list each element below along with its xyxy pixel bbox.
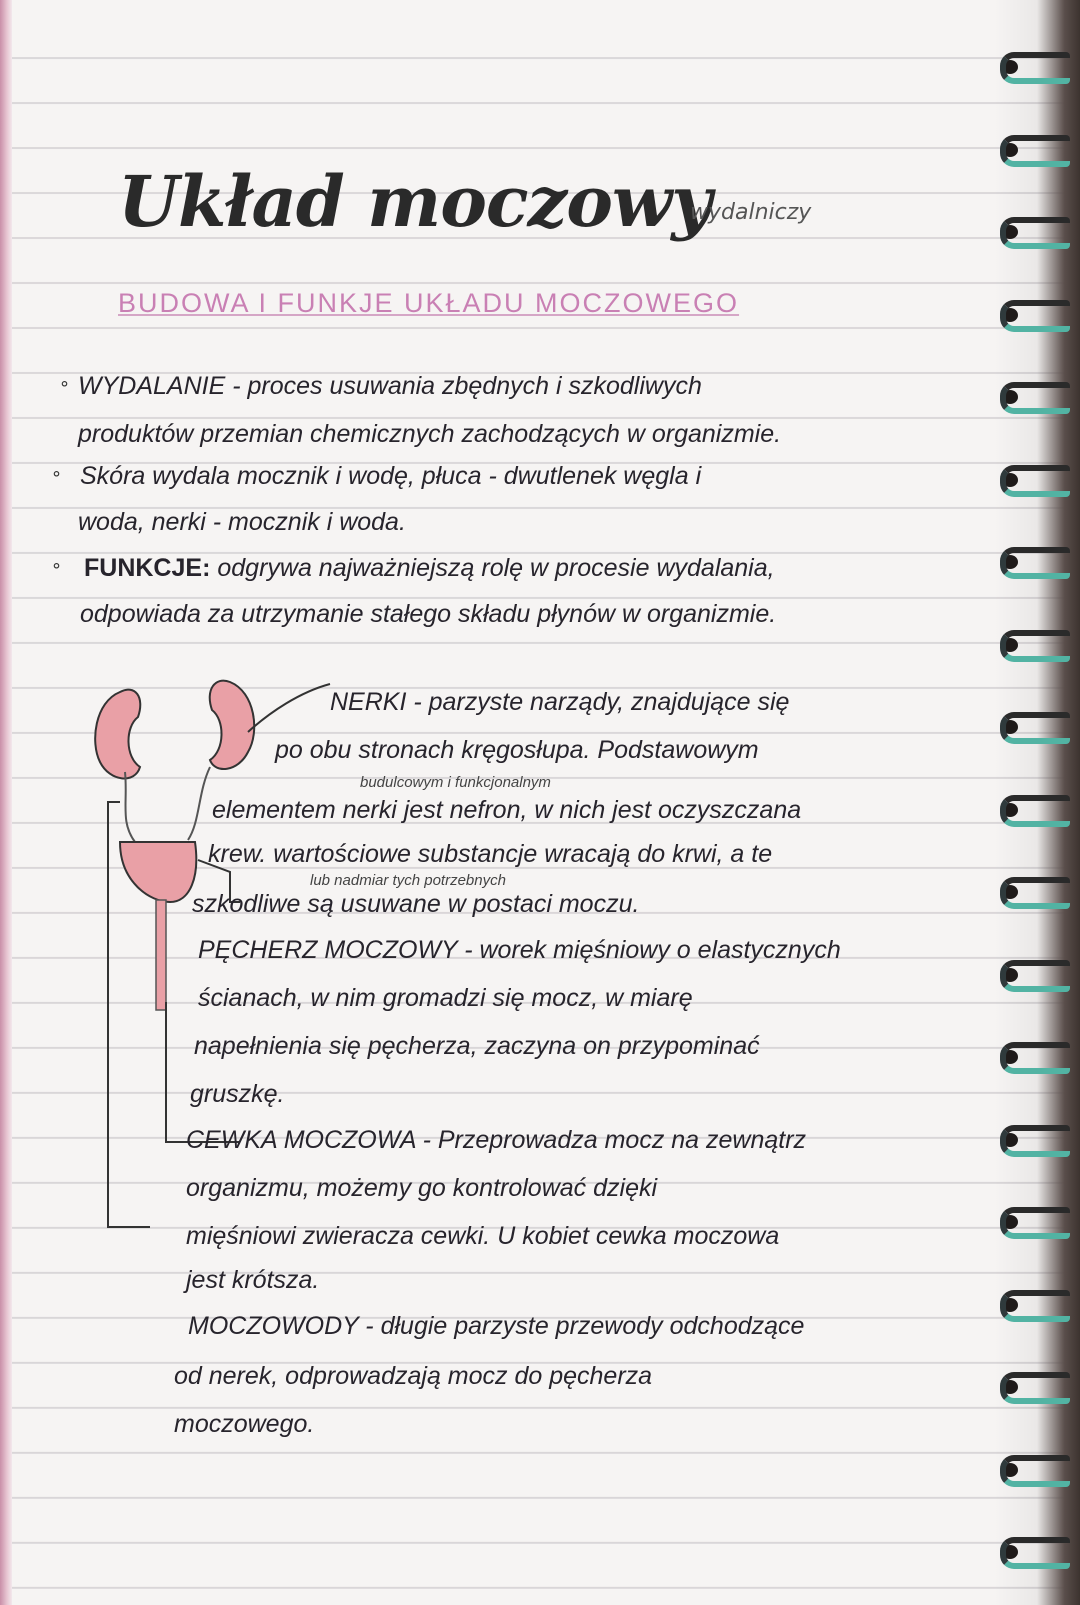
notebook-cover-edge — [0, 0, 12, 1605]
spiral-coil — [1002, 465, 1080, 491]
pointer-line-urethra — [166, 1002, 240, 1142]
moczowody-line: od nerek, odprowadzają mocz do pęcherza — [174, 1362, 653, 1390]
moczowody-line: MOCZOWODY - długie parzyste przewody odchodzące — [188, 1312, 805, 1340]
pecherz-line: gruszkę. — [190, 1080, 285, 1108]
spiral-coil — [1002, 960, 1080, 986]
right-kidney — [210, 681, 255, 769]
cewka-line: CEWKA MOCZOWA - Przeprowadza mocz na zewnątrz — [186, 1126, 807, 1154]
left-ureter — [125, 772, 135, 842]
text-line: produktów przemian chemicznych zachodzących w organizmie. — [78, 420, 782, 448]
cewka-line: mięśniowi zwieracza cewki. U kobiet cewka moczowa — [186, 1222, 780, 1250]
left-kidney — [95, 690, 140, 779]
spiral-coil — [1002, 1372, 1080, 1398]
page-title: Układ moczowy — [118, 160, 711, 243]
bullet-marker-2: ° — [52, 468, 61, 489]
moczowody-line: moczowego. — [174, 1410, 315, 1438]
nerki-line: NERKI - parzyste narządy, znajdujące się — [330, 688, 790, 716]
cewka-line: jest krótsza. — [186, 1266, 320, 1294]
page-subtitle: wydalniczy — [690, 200, 812, 225]
spiral-coil — [1002, 1537, 1080, 1563]
text-line: WYDALANIE - proces usuwania zbędnych i szkodliwych — [78, 372, 702, 400]
text-line — [84, 554, 775, 583]
nerki-line: krew. wartościowe substancje wracają do krwi, a te — [208, 840, 773, 868]
spiral-coil — [1002, 52, 1080, 78]
section-heading: BUDOWA I FUNKJE UKŁADU MOCZOWEGO — [118, 288, 740, 318]
spiral-coil — [1002, 630, 1080, 656]
bullet-marker-1: ° — [60, 378, 69, 399]
cewka-line: organizmu, możemy go kontrolować dzięki — [186, 1174, 658, 1202]
spiral-coil — [1002, 135, 1080, 161]
spiral-coil — [1002, 1125, 1080, 1151]
spiral-coil — [1002, 1455, 1080, 1481]
spiral-coil — [1002, 547, 1080, 573]
bladder — [120, 842, 196, 902]
text-line: odpowiada za utrzymanie stałego składu płynów w organizmie. — [80, 600, 777, 628]
nerki-annotation: budulcowym i funkcjonalnym — [360, 774, 551, 791]
pecherz-line: ścianach, w nim gromadzi się mocz, w miarę — [198, 984, 693, 1012]
text-line: Skóra wydala mocznik i wodę, płuca - dwutlenek węgla i — [80, 462, 702, 490]
funkcje-text: odgrywa najważniejszą rolę w procesie wydalania, — [217, 554, 775, 582]
spiral-coil — [1002, 300, 1080, 326]
pecherz-line: napełnienia się pęcherza, zaczyna on przypominać — [194, 1032, 760, 1060]
spiral-coil — [1002, 712, 1080, 738]
spiral-coil — [1002, 217, 1080, 243]
spiral-coil — [1002, 1290, 1080, 1316]
nerki-annotation: lub nadmiar tych potrzebnych — [310, 872, 506, 889]
urethra — [156, 900, 166, 1010]
nerki-line: po obu stronach kręgosłupa. Podstawowym — [275, 736, 759, 764]
pointer-line-kidney — [248, 684, 330, 732]
spiral-coil — [1002, 1042, 1080, 1068]
text-line: woda, nerki - mocznik i woda. — [78, 508, 406, 536]
funkcje-label: FUNKCJE: — [84, 554, 211, 582]
nerki-line: szkodliwe są usuwane w postaci moczu. — [192, 890, 640, 918]
bullet-marker-3: ° — [52, 560, 61, 581]
right-ureter — [188, 767, 210, 840]
spiral-coil — [1002, 1207, 1080, 1233]
spiral-coil — [1002, 382, 1080, 408]
pecherz-line: PĘCHERZ MOCZOWY - worek mięśniowy o elastycznych — [198, 936, 841, 964]
nerki-line: elementem nerki jest nefron, w nich jest oczyszczana — [212, 796, 802, 824]
spiral-coil — [1002, 795, 1080, 821]
spiral-coil — [1002, 877, 1080, 903]
